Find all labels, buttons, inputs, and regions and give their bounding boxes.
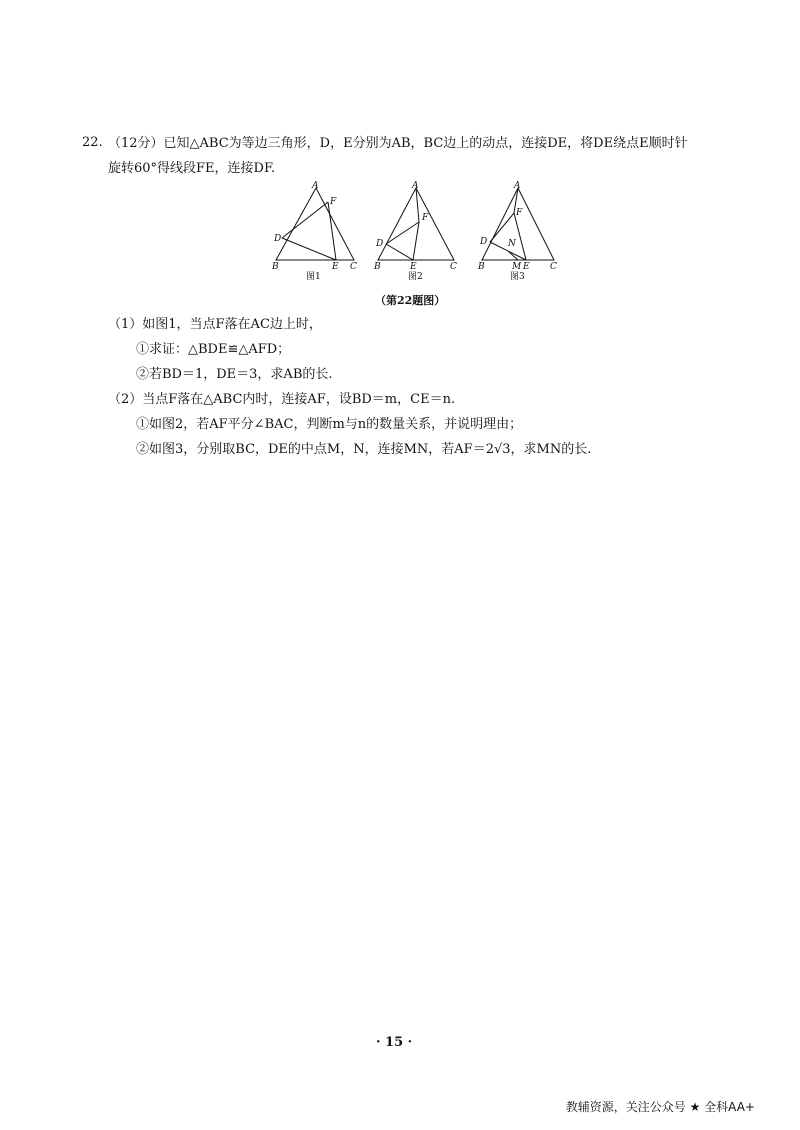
fig3-label-d: D [480,237,488,247]
fig2-label-c: C [450,262,457,272]
fig1-caption: 图1 [306,272,321,280]
fig2-label-f: F [422,213,429,223]
figure-caption: （第22题图） [375,294,446,307]
fig1-label-c: C [350,262,357,272]
part1-a: ①求证：△BDE≌△AFD； [136,342,291,357]
fig3-label-b: B [478,262,485,272]
fig2-label-d: D [376,239,384,249]
part2: （2）当点F落在△ABC内时，连接AF，设BD＝m，CE＝n. [108,392,456,407]
figure-2 [378,188,454,260]
fig1-label-f: F [330,197,337,207]
fig3-label-c: C [550,262,557,272]
part1: （1）如图1，当点F落在AC边上时， [108,317,322,332]
figure-3 [482,188,554,260]
question-number: 22. [82,135,103,150]
fig2-label-e: E [410,262,417,272]
question-intro-line2: 旋转60°得线段FE，连接DF. [108,161,276,176]
fig3-label-m: M [512,262,522,272]
part2-b: ②如图3，分别取BC，DE的中点M，N，连接MN，若AF＝2√3，求MN的长. [136,442,592,457]
fig3-label-n: N [508,239,516,249]
fig1-label-e: E [332,262,339,272]
part2-a: ①如图2，若AF平分∠BAC，判断m与n的数量关系，并说明理由； [136,417,523,432]
figure-1 [276,188,354,260]
fig3-label-f: F [516,208,523,218]
fig1-label-b: B [272,262,279,272]
geometry-figures [270,180,570,280]
fig1-label-a: A [312,181,319,191]
page-number: · 15 · [376,1035,413,1050]
fig2-label-a: A [412,181,419,191]
fig1-label-d: D [274,234,282,244]
fig2-caption: 图2 [408,272,423,280]
question-intro-line1: （12分）已知△ABC为等边三角形，D，E分别为AB，BC边上的动点，连接DE，将DE绕点E顺时针 [108,136,688,151]
fig3-label-e: E [523,262,530,272]
part1-b: ②若BD＝1，DE＝3，求AB的长. [136,367,333,382]
fig2-label-b: B [374,262,381,272]
fig3-label-a: A [514,181,521,191]
footer-note: 教辅资源，关注公众号 ★ 全科AA+ [565,1100,755,1114]
fig3-caption: 图3 [510,272,525,280]
